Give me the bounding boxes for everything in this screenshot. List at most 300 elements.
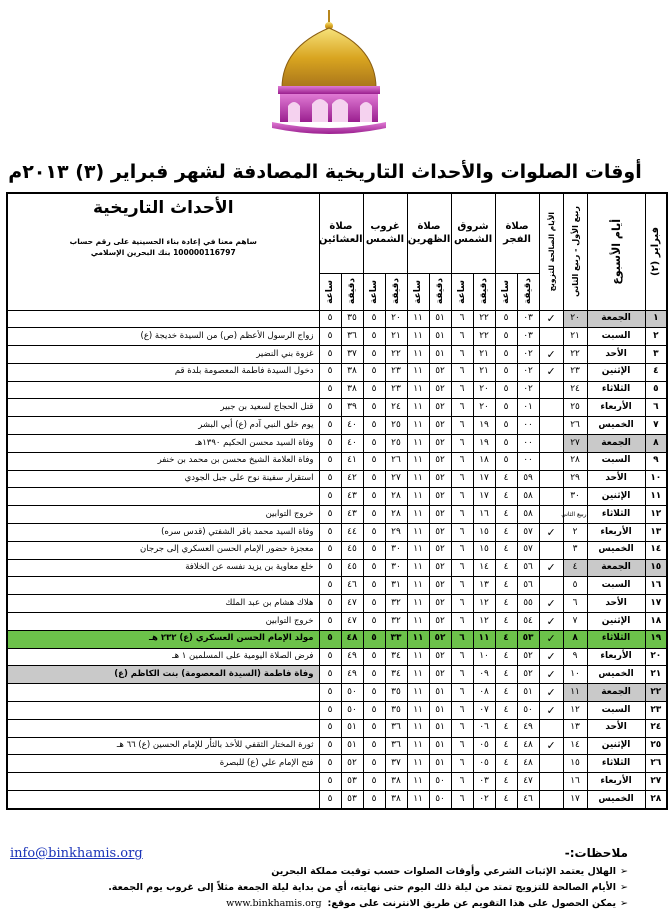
row-fajr-minute: ٥٢	[517, 666, 539, 684]
row-day: الجمعة	[587, 435, 645, 453]
row-sunrise-hour: ٦	[451, 791, 473, 809]
row-index: ١٠	[645, 470, 667, 488]
note-text-1: الهلال يعتمد الإثبات الشرعي وأوقات الصلوات حسب توقيت مملكة البحرين	[271, 866, 617, 877]
row-dhuhr-hour: ١١	[407, 452, 429, 470]
row-isha-minute: ٤٢	[341, 470, 363, 488]
row-hijri-date: ٢٤	[563, 381, 587, 399]
row-hijri-date: ٢٦	[563, 417, 587, 435]
row-sunrise-minute: ٠٦	[473, 719, 495, 737]
row-fajr-hour: ٥	[495, 310, 517, 328]
row-sunset-hour: ٥	[363, 381, 385, 399]
row-isha-minute: ٤٥	[341, 559, 363, 577]
row-fajr-hour: ٥	[495, 363, 517, 381]
row-day: الأربعاء	[587, 773, 645, 791]
row-index: ١٥	[645, 559, 667, 577]
row-isha-hour: ٥	[319, 577, 341, 595]
row-good-day-check	[539, 755, 563, 773]
row-fajr-minute: ٥٧	[517, 541, 539, 559]
row-sunset-hour: ٥	[363, 470, 385, 488]
row-fajr-minute: ٤٩	[517, 719, 539, 737]
row-fajr-hour: ٥	[495, 417, 517, 435]
row-sunrise-minute: ٢٢	[473, 328, 495, 346]
row-isha-hour: ٥	[319, 488, 341, 506]
row-day: الأربعاء	[587, 648, 645, 666]
row-fajr-hour: ٥	[495, 435, 517, 453]
page-title: أوقات الصلوات والأحداث التاريخية المصادفة لشهر فبراير (٣) ٢٠١٣م	[8, 161, 642, 183]
note-text-3: يمكن الحصول على هذا التقويم عن طريق الانترنت على موقع:	[327, 898, 617, 909]
row-dhuhr-minute: ٥١	[429, 755, 451, 773]
row-hijri-date: ربيع الثاني	[563, 506, 587, 524]
table-row	[7, 613, 667, 631]
row-sunrise-hour: ٦	[451, 346, 473, 364]
row-sunset-hour: ٥	[363, 310, 385, 328]
row-index: ٨	[645, 435, 667, 453]
row-event: خلع معاوية بن يزيد نفسه عن الخلافة	[7, 559, 319, 577]
table-row	[7, 488, 667, 506]
row-sunset-hour: ٥	[363, 417, 385, 435]
row-fajr-hour: ٥	[495, 399, 517, 417]
row-isha-hour: ٥	[319, 630, 341, 648]
row-good-day-check	[539, 719, 563, 737]
row-sunset-minute: ٢٣	[385, 363, 407, 381]
row-day: الخميس	[587, 417, 645, 435]
row-sunrise-minute: ١١	[473, 630, 495, 648]
row-sunset-hour: ٥	[363, 666, 385, 684]
row-event	[7, 310, 319, 328]
row-good-day-check	[539, 328, 563, 346]
row-sunrise-hour: ٦	[451, 363, 473, 381]
row-day: الخميس	[587, 666, 645, 684]
row-day: الأحد	[587, 595, 645, 613]
row-isha-hour: ٥	[319, 363, 341, 381]
table-row	[7, 702, 667, 720]
row-sunrise-minute: ٢٠	[473, 381, 495, 399]
row-fajr-hour: ٤	[495, 613, 517, 631]
row-event: دخول السيدة فاطمة المعصومة بلدة قم	[7, 363, 319, 381]
table-row	[7, 470, 667, 488]
row-hijri-date: ٦	[563, 595, 587, 613]
row-index: ٢	[645, 328, 667, 346]
row-dhuhr-hour: ١١	[407, 737, 429, 755]
row-fajr-hour: ٤	[495, 719, 517, 737]
row-sunrise-hour: ٦	[451, 755, 473, 773]
row-fajr-minute: ٥٥	[517, 595, 539, 613]
row-sunset-hour: ٥	[363, 595, 385, 613]
table-row	[7, 310, 667, 328]
row-dhuhr-hour: ١١	[407, 719, 429, 737]
row-dhuhr-minute: ٥٢	[429, 595, 451, 613]
row-event: وفاة السيد محسن الحكيم ١٣٩٠هـ	[7, 435, 319, 453]
table-row	[7, 381, 667, 399]
table-row	[7, 773, 667, 791]
row-isha-hour: ٥	[319, 452, 341, 470]
row-event	[7, 577, 319, 595]
row-dhuhr-hour: ١١	[407, 488, 429, 506]
subheader-isha-minute: دقيقة	[341, 273, 363, 310]
row-dhuhr-minute: ٥٢	[429, 666, 451, 684]
prayer-times-table	[6, 192, 668, 810]
row-index: ٢٠	[645, 648, 667, 666]
row-hijri-date: ٥	[563, 577, 587, 595]
row-sunrise-minute: ٢١	[473, 346, 495, 364]
row-sunset-hour: ٥	[363, 684, 385, 702]
row-isha-minute: ٥٠	[341, 684, 363, 702]
row-sunset-minute: ٣١	[385, 577, 407, 595]
table-row	[7, 452, 667, 470]
row-sunset-hour: ٥	[363, 613, 385, 631]
row-sunrise-minute: ١٤	[473, 559, 495, 577]
row-dhuhr-hour: ١١	[407, 577, 429, 595]
row-sunrise-hour: ٦	[451, 470, 473, 488]
row-isha-hour: ٥	[319, 381, 341, 399]
row-dhuhr-hour: ١١	[407, 310, 429, 328]
row-isha-hour: ٥	[319, 559, 341, 577]
row-sunrise-minute: ٢٢	[473, 310, 495, 328]
row-dhuhr-hour: ١١	[407, 559, 429, 577]
header-fajr: صلاة الفجر	[495, 193, 539, 273]
row-sunrise-hour: ٦	[451, 702, 473, 720]
row-isha-hour: ٥	[319, 791, 341, 809]
row-day: الأحد	[587, 470, 645, 488]
row-day: الإثنين	[587, 488, 645, 506]
row-sunrise-minute: ٠٥	[473, 737, 495, 755]
row-good-day-check	[539, 452, 563, 470]
row-dhuhr-minute: ٥٢	[429, 559, 451, 577]
row-event	[7, 702, 319, 720]
row-hijri-date: ١٠	[563, 666, 587, 684]
table-row	[7, 577, 667, 595]
row-hijri-date: ٢	[563, 524, 587, 542]
row-sunrise-hour: ٦	[451, 559, 473, 577]
row-sunrise-hour: ٦	[451, 524, 473, 542]
row-isha-hour: ٥	[319, 648, 341, 666]
row-dhuhr-hour: ١١	[407, 328, 429, 346]
row-day: السبت	[587, 702, 645, 720]
row-hijri-date: ٢٩	[563, 470, 587, 488]
row-day: السبت	[587, 452, 645, 470]
row-sunrise-hour: ٦	[451, 328, 473, 346]
row-index: ٦	[645, 399, 667, 417]
row-isha-minute: ٣٩	[341, 399, 363, 417]
row-sunrise-minute: ١٩	[473, 417, 495, 435]
row-sunset-minute: ٣٨	[385, 791, 407, 809]
row-dhuhr-minute: ٥٢	[429, 506, 451, 524]
row-event: وفاة السيد محمد باقر الشفتي (قدس سره)	[7, 524, 319, 542]
row-index: ٤	[645, 363, 667, 381]
row-sunrise-hour: ٦	[451, 595, 473, 613]
row-sunset-minute: ٣٦	[385, 719, 407, 737]
row-fajr-minute: ٠٠	[517, 452, 539, 470]
row-fajr-minute: ٥٦	[517, 559, 539, 577]
row-event: خروج التوابين	[7, 613, 319, 631]
row-sunrise-hour: ٦	[451, 666, 473, 684]
row-fajr-minute: ٠٣	[517, 328, 539, 346]
table-body	[7, 310, 667, 809]
row-isha-hour: ٥	[319, 666, 341, 684]
schedule-table-container	[6, 192, 662, 814]
row-sunset-hour: ٥	[363, 541, 385, 559]
row-dhuhr-minute: ٥٢	[429, 417, 451, 435]
row-dhuhr-hour: ١١	[407, 791, 429, 809]
row-fajr-minute: ٥٦	[517, 577, 539, 595]
row-sunrise-hour: ٦	[451, 417, 473, 435]
row-sunset-minute: ٢٤	[385, 399, 407, 417]
row-hijri-date: ٣٠	[563, 488, 587, 506]
table-row	[7, 435, 667, 453]
row-day: السبت	[587, 577, 645, 595]
row-fajr-hour: ٤	[495, 737, 517, 755]
row-event: استقرار سفينة نوح على جبل الجودي	[7, 470, 319, 488]
row-dhuhr-hour: ١١	[407, 613, 429, 631]
row-sunrise-minute: ١٥	[473, 541, 495, 559]
row-isha-minute: ٤٣	[341, 488, 363, 506]
row-dhuhr-minute: ٥٢	[429, 613, 451, 631]
note-line-1	[271, 866, 628, 877]
subheader-isha-hour: ساعة	[319, 273, 341, 310]
row-fajr-hour: ٤	[495, 666, 517, 684]
row-fajr-minute: ٤٨	[517, 755, 539, 773]
row-isha-minute: ٥٢	[341, 755, 363, 773]
row-isha-minute: ٤٧	[341, 595, 363, 613]
row-fajr-hour: ٤	[495, 702, 517, 720]
row-sunset-hour: ٥	[363, 702, 385, 720]
row-isha-hour: ٥	[319, 684, 341, 702]
row-day: الثلاثاء	[587, 755, 645, 773]
row-good-day-check: ✓	[539, 613, 563, 631]
row-index: ٥	[645, 381, 667, 399]
row-fajr-minute: ٠٠	[517, 417, 539, 435]
row-event: زواج الرسول الأعظم (ص) من السيدة خديجة (ع)	[7, 328, 319, 346]
row-sunset-hour: ٥	[363, 524, 385, 542]
row-hijri-date: ١٣	[563, 719, 587, 737]
row-isha-minute: ٤٣	[341, 506, 363, 524]
row-fajr-hour: ٤	[495, 488, 517, 506]
row-isha-minute: ٥٠	[341, 702, 363, 720]
subheader-fajr-minute: دقيقة	[517, 273, 539, 310]
row-index: ١٢	[645, 506, 667, 524]
row-sunset-minute: ٣٨	[385, 773, 407, 791]
row-sunset-minute: ٣٢	[385, 595, 407, 613]
row-sunrise-minute: ١٢	[473, 613, 495, 631]
header-hijri: ربيع الأول - ربيع الثاني	[563, 193, 587, 310]
table-row	[7, 595, 667, 613]
row-isha-hour: ٥	[319, 399, 341, 417]
row-dhuhr-minute: ٥٢	[429, 541, 451, 559]
row-sunrise-minute: ٠٥	[473, 755, 495, 773]
row-isha-minute: ٤١	[341, 452, 363, 470]
header-events	[7, 193, 319, 310]
row-hijri-date: ٢٢	[563, 346, 587, 364]
row-sunrise-minute: ١٧	[473, 470, 495, 488]
row-sunset-minute: ٣٧	[385, 755, 407, 773]
website-link[interactable]: www.binkhamis.org	[226, 898, 322, 909]
row-fajr-minute: ٥٠	[517, 702, 539, 720]
arrow-icon: ➢	[620, 866, 628, 877]
row-dhuhr-minute: ٥٢	[429, 470, 451, 488]
row-good-day-check: ✓	[539, 346, 563, 364]
table-row	[7, 737, 667, 755]
row-good-day-check	[539, 381, 563, 399]
row-day: الأربعاء	[587, 399, 645, 417]
row-index: ١١	[645, 488, 667, 506]
row-good-day-check	[539, 399, 563, 417]
row-index: ٢٦	[645, 755, 667, 773]
row-sunset-hour: ٥	[363, 488, 385, 506]
row-sunset-hour: ٥	[363, 399, 385, 417]
row-isha-hour: ٥	[319, 328, 341, 346]
row-sunset-hour: ٥	[363, 791, 385, 809]
subheader-dhuhr-minute: دقيقة	[429, 273, 451, 310]
row-sunrise-minute: ٢٠	[473, 399, 495, 417]
row-isha-hour: ٥	[319, 310, 341, 328]
row-isha-minute: ٤٤	[341, 524, 363, 542]
row-day: الثلاثاء	[587, 381, 645, 399]
row-index: ٢٣	[645, 702, 667, 720]
row-sunrise-minute: ١٢	[473, 595, 495, 613]
row-dhuhr-hour: ١١	[407, 435, 429, 453]
donation-note	[8, 236, 319, 258]
row-dhuhr-minute: ٥١	[429, 702, 451, 720]
row-hijri-date: ٩	[563, 648, 587, 666]
row-sunrise-hour: ٦	[451, 488, 473, 506]
row-sunset-minute: ٢٠	[385, 310, 407, 328]
row-day: الإثنين	[587, 613, 645, 631]
row-dhuhr-hour: ١١	[407, 470, 429, 488]
row-good-day-check	[539, 470, 563, 488]
row-event: فتح الإمام علي (ع) للبصرة	[7, 755, 319, 773]
row-index: ٢٨	[645, 791, 667, 809]
row-good-day-check: ✓	[539, 524, 563, 542]
table-row	[7, 559, 667, 577]
row-index: ٢٤	[645, 719, 667, 737]
table-row	[7, 524, 667, 542]
row-sunset-hour: ٥	[363, 577, 385, 595]
row-isha-minute: ٤٦	[341, 577, 363, 595]
row-fajr-hour: ٥	[495, 452, 517, 470]
row-event: غزوة بني النضير	[7, 346, 319, 364]
table-row	[7, 541, 667, 559]
row-dhuhr-minute: ٥١	[429, 328, 451, 346]
row-hijri-date: ٤	[563, 559, 587, 577]
row-event: فرض الصلاة اليومية على المسلمين ١ هـ	[7, 648, 319, 666]
row-isha-hour: ٥	[319, 524, 341, 542]
row-dhuhr-hour: ١١	[407, 666, 429, 684]
row-fajr-minute: ٤٦	[517, 791, 539, 809]
note-line-2	[108, 882, 628, 893]
row-fajr-hour: ٥	[495, 346, 517, 364]
row-sunrise-minute: ٠٣	[473, 773, 495, 791]
row-isha-minute: ٤٨	[341, 630, 363, 648]
row-dhuhr-minute: ٥٢	[429, 452, 451, 470]
row-index: ٢٢	[645, 684, 667, 702]
email-link[interactable]: info@binkhamis.org	[10, 846, 143, 861]
subheader-sunrise-hour: ساعة	[451, 273, 473, 310]
row-dhuhr-hour: ١١	[407, 684, 429, 702]
row-fajr-minute: ٠٢	[517, 363, 539, 381]
row-fajr-hour: ٤	[495, 773, 517, 791]
table-row	[7, 346, 667, 364]
donation-note-line1: ساهم معنا في إعادة بناء الحسينية على رقم حساب	[69, 237, 257, 246]
row-dhuhr-hour: ١١	[407, 755, 429, 773]
row-dhuhr-hour: ١١	[407, 363, 429, 381]
row-sunset-hour: ٥	[363, 363, 385, 381]
row-event: ثورة المختار الثقفي للأخذ بالثأر للإمام الحسين (ع) ٦٦ هـ	[7, 737, 319, 755]
row-sunset-hour: ٥	[363, 435, 385, 453]
row-sunrise-hour: ٦	[451, 541, 473, 559]
row-good-day-check: ✓	[539, 702, 563, 720]
row-isha-hour: ٥	[319, 737, 341, 755]
note-text-2: الأيام الصالحة للتزويج تمتد من ليلة ذلك اليوم حتى نهايته، أي من بداية ليلة الجمعة مثلاً إلى غروب يوم الجمعة.	[108, 882, 617, 893]
row-day: الجمعة	[587, 310, 645, 328]
row-dhuhr-hour: ١١	[407, 346, 429, 364]
row-good-day-check: ✓	[539, 310, 563, 328]
row-isha-minute: ٥٣	[341, 791, 363, 809]
table-row	[7, 328, 667, 346]
row-hijri-date: ١٥	[563, 755, 587, 773]
row-index: ١٩	[645, 630, 667, 648]
row-hijri-date: ١١	[563, 684, 587, 702]
row-isha-minute: ٤٠	[341, 435, 363, 453]
row-hijri-date: ١٢	[563, 702, 587, 720]
row-sunrise-minute: ١٦	[473, 506, 495, 524]
row-sunrise-hour: ٦	[451, 435, 473, 453]
row-index: ١	[645, 310, 667, 328]
row-dhuhr-hour: ١١	[407, 630, 429, 648]
logo	[268, 6, 390, 146]
row-good-day-check	[539, 791, 563, 809]
row-sunrise-hour: ٦	[451, 381, 473, 399]
table-row	[7, 791, 667, 809]
row-day: الأربعاء	[587, 524, 645, 542]
row-sunrise-minute: ١٠	[473, 648, 495, 666]
subheader-sunset-minute: دقيقة	[385, 273, 407, 310]
row-hijri-date: ٢٨	[563, 452, 587, 470]
row-sunset-minute: ٢٢	[385, 346, 407, 364]
row-sunrise-hour: ٦	[451, 577, 473, 595]
row-index: ٢٥	[645, 737, 667, 755]
row-sunset-hour: ٥	[363, 630, 385, 648]
row-event: وفاة فاطمة (السيدة المعصومة) بنت الكاظم (ع)	[7, 666, 319, 684]
row-dhuhr-minute: ٥٢	[429, 435, 451, 453]
row-fajr-hour: ٤	[495, 791, 517, 809]
row-fajr-hour: ٤	[495, 577, 517, 595]
header-sunrise: شروق الشمس	[451, 193, 495, 273]
row-dhuhr-minute: ٥١	[429, 346, 451, 364]
row-isha-hour: ٥	[319, 346, 341, 364]
subheader-dhuhr-hour: ساعة	[407, 273, 429, 310]
row-isha-hour: ٥	[319, 470, 341, 488]
row-isha-hour: ٥	[319, 506, 341, 524]
table-row	[7, 684, 667, 702]
row-sunrise-hour: ٦	[451, 506, 473, 524]
row-dhuhr-hour: ١١	[407, 648, 429, 666]
table-row	[7, 630, 667, 648]
row-sunset-hour: ٥	[363, 506, 385, 524]
row-dhuhr-hour: ١١	[407, 417, 429, 435]
row-isha-minute: ٣٦	[341, 328, 363, 346]
row-sunset-minute: ٣٠	[385, 559, 407, 577]
header-dhuhr: صلاة الظهرين	[407, 193, 451, 273]
row-fajr-hour: ٥	[495, 328, 517, 346]
row-dhuhr-minute: ٥٢	[429, 648, 451, 666]
row-sunset-minute: ٣٥	[385, 684, 407, 702]
row-sunset-hour: ٥	[363, 328, 385, 346]
row-sunset-hour: ٥	[363, 648, 385, 666]
row-hijri-date: ١٤	[563, 737, 587, 755]
notes-section	[0, 842, 650, 919]
row-fajr-minute: ٥٢	[517, 648, 539, 666]
row-dhuhr-minute: ٥٢	[429, 577, 451, 595]
